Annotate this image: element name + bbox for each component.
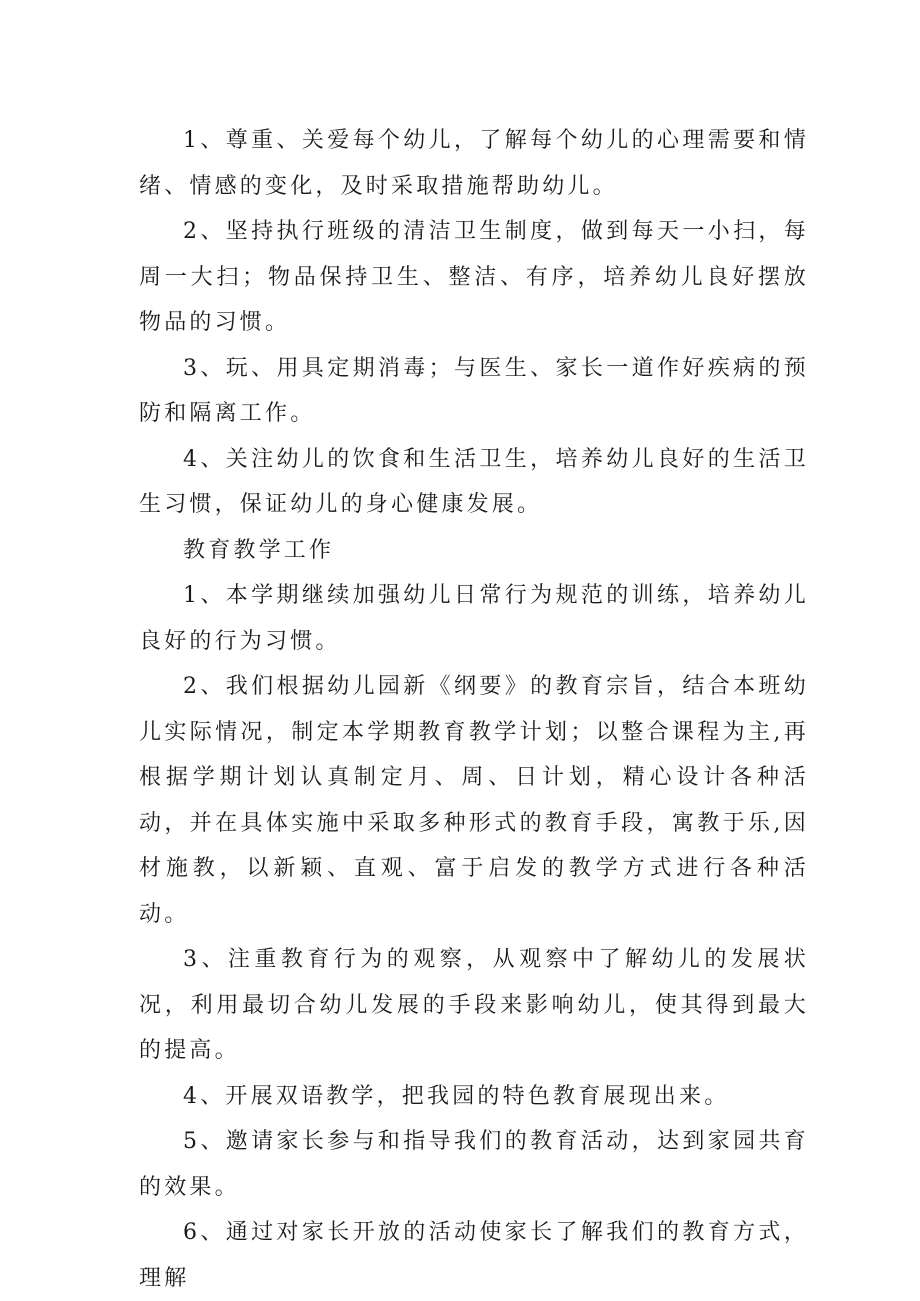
section-paragraph-2: 2、我们根据幼儿园新《纲要》的教育宗旨，结合本班幼儿实际情况，制定本学期教育教学计划；以整合课程为主,再根据学期计划认真制定月、周、日计划，精心设计各种活动，并在具体实施中采取多种形式的教育手段，寓教于乐,因材施教，以新颖、直观、富于启发的教学方式进行各种活动。 xyxy=(139,674,809,927)
paragraph-3: 3、玩、用具定期消毒；与医生、家长一道作好疾病的预防和隔离工作。 xyxy=(139,355,809,426)
section-paragraph-5: 5、邀请家长参与和指导我们的教育活动，达到家园共育的效果。 xyxy=(139,1129,809,1200)
section-paragraph-4: 4、开展双语教学，把我园的特色教育展现出来。 xyxy=(183,1083,730,1109)
paragraph-2: 2、坚持执行班级的清洁卫生制度，做到每天一小扫，每周一大扫；物品保持卫生、整洁、有序，培养幼儿良好摆放物品的习惯。 xyxy=(139,219,809,335)
paragraph-4: 4、关注幼儿的饮食和生活卫生，培养幼儿良好的生活卫生习惯，保证幼儿的身心健康发展。 xyxy=(139,446,809,517)
section-paragraph-3: 3、注重教育行为的观察，从观察中了解幼儿的发展状况，利用最切合幼儿发展的手段来影响幼儿，使其得到最大的提高。 xyxy=(139,947,809,1063)
section-heading: 教育教学工作 xyxy=(183,537,335,563)
document-body xyxy=(139,118,809,1301)
section-paragraph-6: 6、通过对家长开放的活动使家长了解我们的教育方式，理解 xyxy=(139,1220,809,1291)
section-paragraph-1: 1、本学期继续加强幼儿日常行为规范的训练，培养幼儿良好的行为习惯。 xyxy=(139,583,809,654)
paragraph-1: 1、尊重、关爱每个幼儿，了解每个幼儿的心理需要和情绪、情感的变化，及时采取措施帮助幼儿。 xyxy=(139,128,809,199)
